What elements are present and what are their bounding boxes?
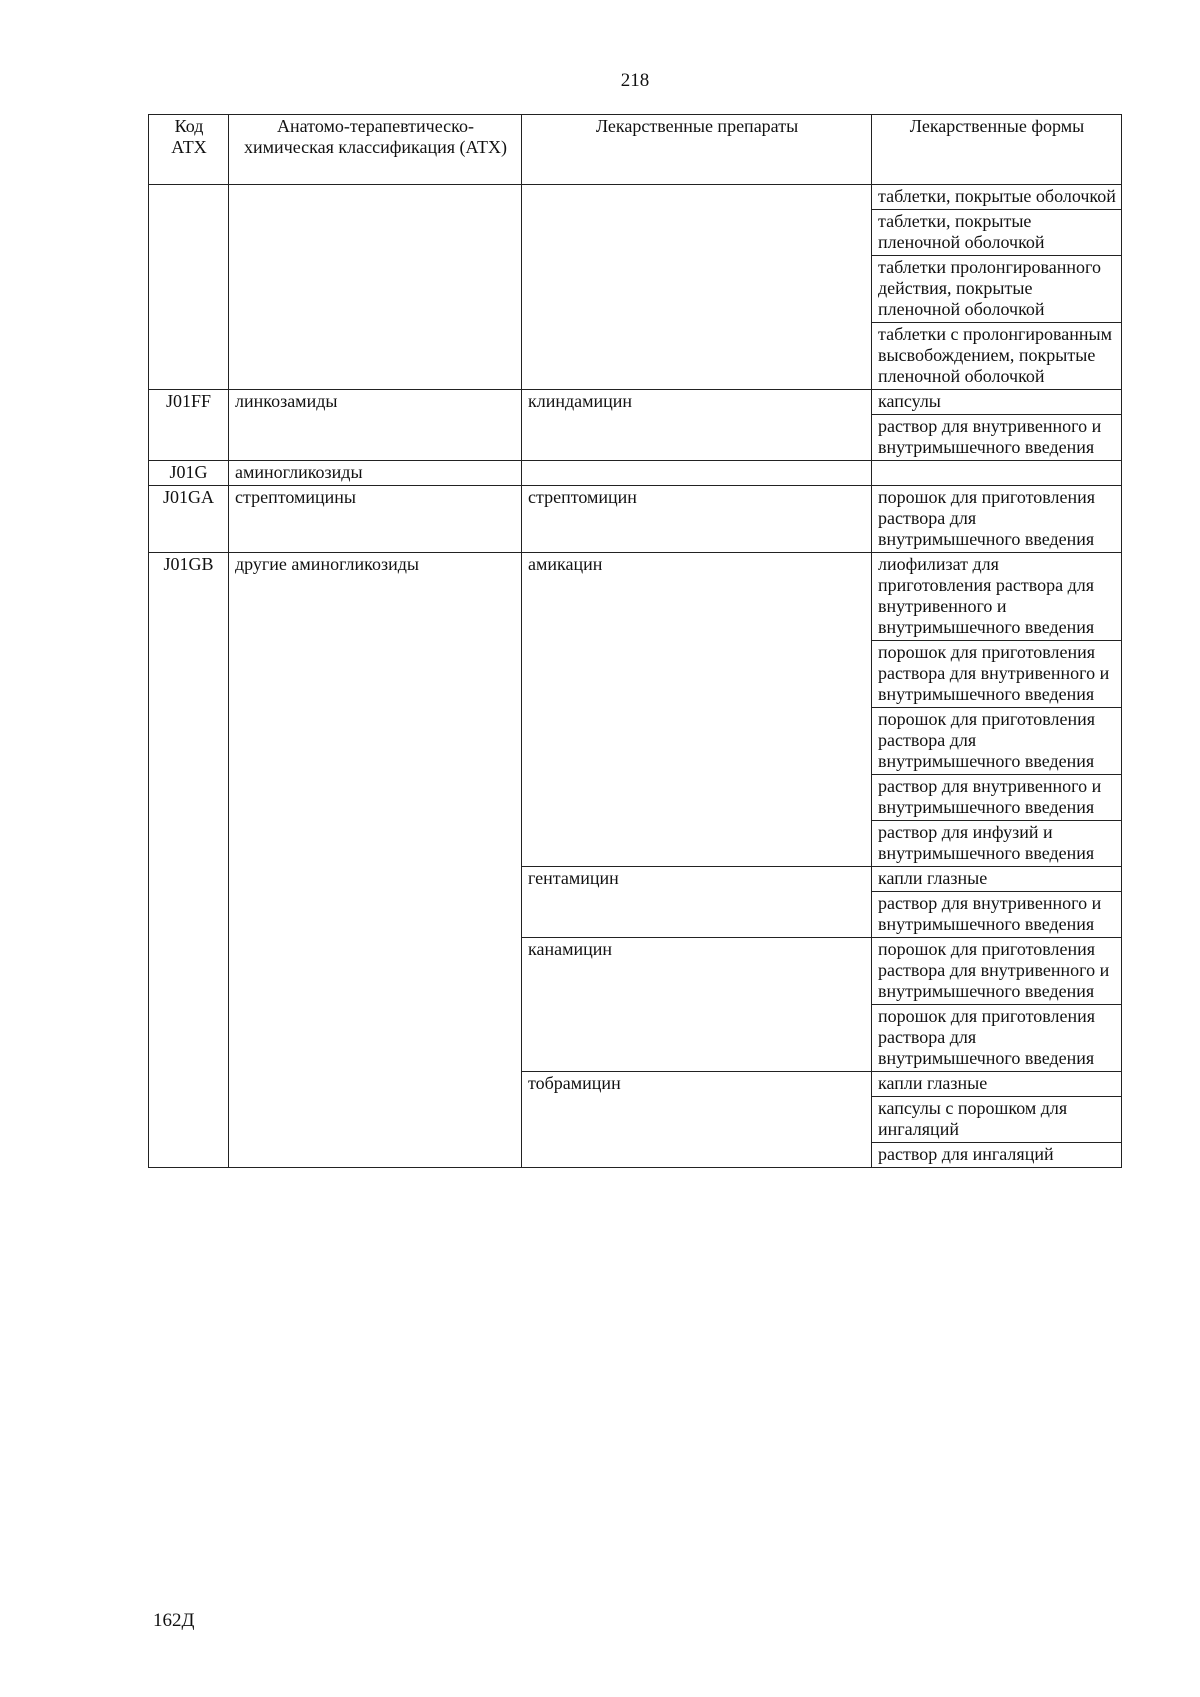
form-cell: таблетки, покрытые пленочной оболочкой [872, 210, 1122, 256]
form-cell: раствор для ингаляций [872, 1143, 1122, 1168]
header-forms: Лекарственные формы [872, 115, 1122, 185]
form-cell: раствор для внутривенного и внутримышечного введения [872, 415, 1122, 461]
table-header-row [149, 115, 1122, 185]
form-cell: раствор для внутривенного и внутримышечного введения [872, 775, 1122, 821]
form-cell: порошок для приготовления раствора для внутримышечного введения [872, 1005, 1122, 1072]
classification-cell: стрептомицины [229, 486, 522, 553]
form-cell: капсулы с порошком для ингаляций [872, 1097, 1122, 1143]
table-row [149, 390, 1122, 415]
header-drugs: Лекарственные препараты [522, 115, 872, 185]
header-code: Код АТХ [149, 115, 229, 185]
table-row [149, 185, 1122, 210]
form-cell: таблетки пролонгированного действия, покрытые пленочной оболочкой [872, 256, 1122, 323]
code-cell: J01G [149, 461, 229, 486]
form-cell: капли глазные [872, 1072, 1122, 1097]
form-cell: таблетки, покрытые оболочкой [872, 185, 1122, 210]
footer-code: 162Д [153, 1610, 195, 1631]
code-cell: J01FF [149, 390, 229, 461]
header-classification: Анатомо-терапевтическо-химическая классификация (АТХ) [229, 115, 522, 185]
form-cell: капли глазные [872, 867, 1122, 892]
form-cell: порошок для приготовления раствора для внутривенного и внутримышечного введения [872, 938, 1122, 1005]
code-cell: J01GA [149, 486, 229, 553]
form-cell: порошок для приготовления раствора для внутримышечного введения [872, 486, 1122, 553]
form-cell: лиофилизат для приготовления раствора для внутривенного и внутримышечного введения [872, 553, 1122, 641]
form-cell: порошок для приготовления раствора для внутривенного и внутримышечного введения [872, 641, 1122, 708]
drug-cell [522, 185, 872, 390]
table-row [149, 486, 1122, 553]
form-cell [872, 461, 1122, 486]
drug-cell: тобрамицин [522, 1072, 872, 1168]
drug-cell: клиндамицин [522, 390, 872, 461]
drug-cell: канамицин [522, 938, 872, 1072]
form-cell: раствор для инфузий и внутримышечного введения [872, 821, 1122, 867]
drug-cell [522, 461, 872, 486]
form-cell: раствор для внутривенного и внутримышечного введения [872, 892, 1122, 938]
page-number: 218 [620, 70, 650, 91]
drug-cell: гентамицин [522, 867, 872, 938]
drug-cell: стрептомицин [522, 486, 872, 553]
form-cell: капсулы [872, 390, 1122, 415]
classification-cell: другие аминогликозиды [229, 553, 522, 1168]
code-cell: J01GB [149, 553, 229, 1168]
atx-drug-table [148, 114, 1122, 1168]
drug-cell: амикацин [522, 553, 872, 867]
form-cell: таблетки с пролонгированным высвобождением, покрытые пленочной оболочкой [872, 323, 1122, 390]
code-cell [149, 185, 229, 390]
table-row [149, 461, 1122, 486]
classification-cell: линкозамиды [229, 390, 522, 461]
form-cell: порошок для приготовления раствора для внутримышечного введения [872, 708, 1122, 775]
table-row [149, 553, 1122, 641]
classification-cell [229, 185, 522, 390]
classification-cell: аминогликозиды [229, 461, 522, 486]
